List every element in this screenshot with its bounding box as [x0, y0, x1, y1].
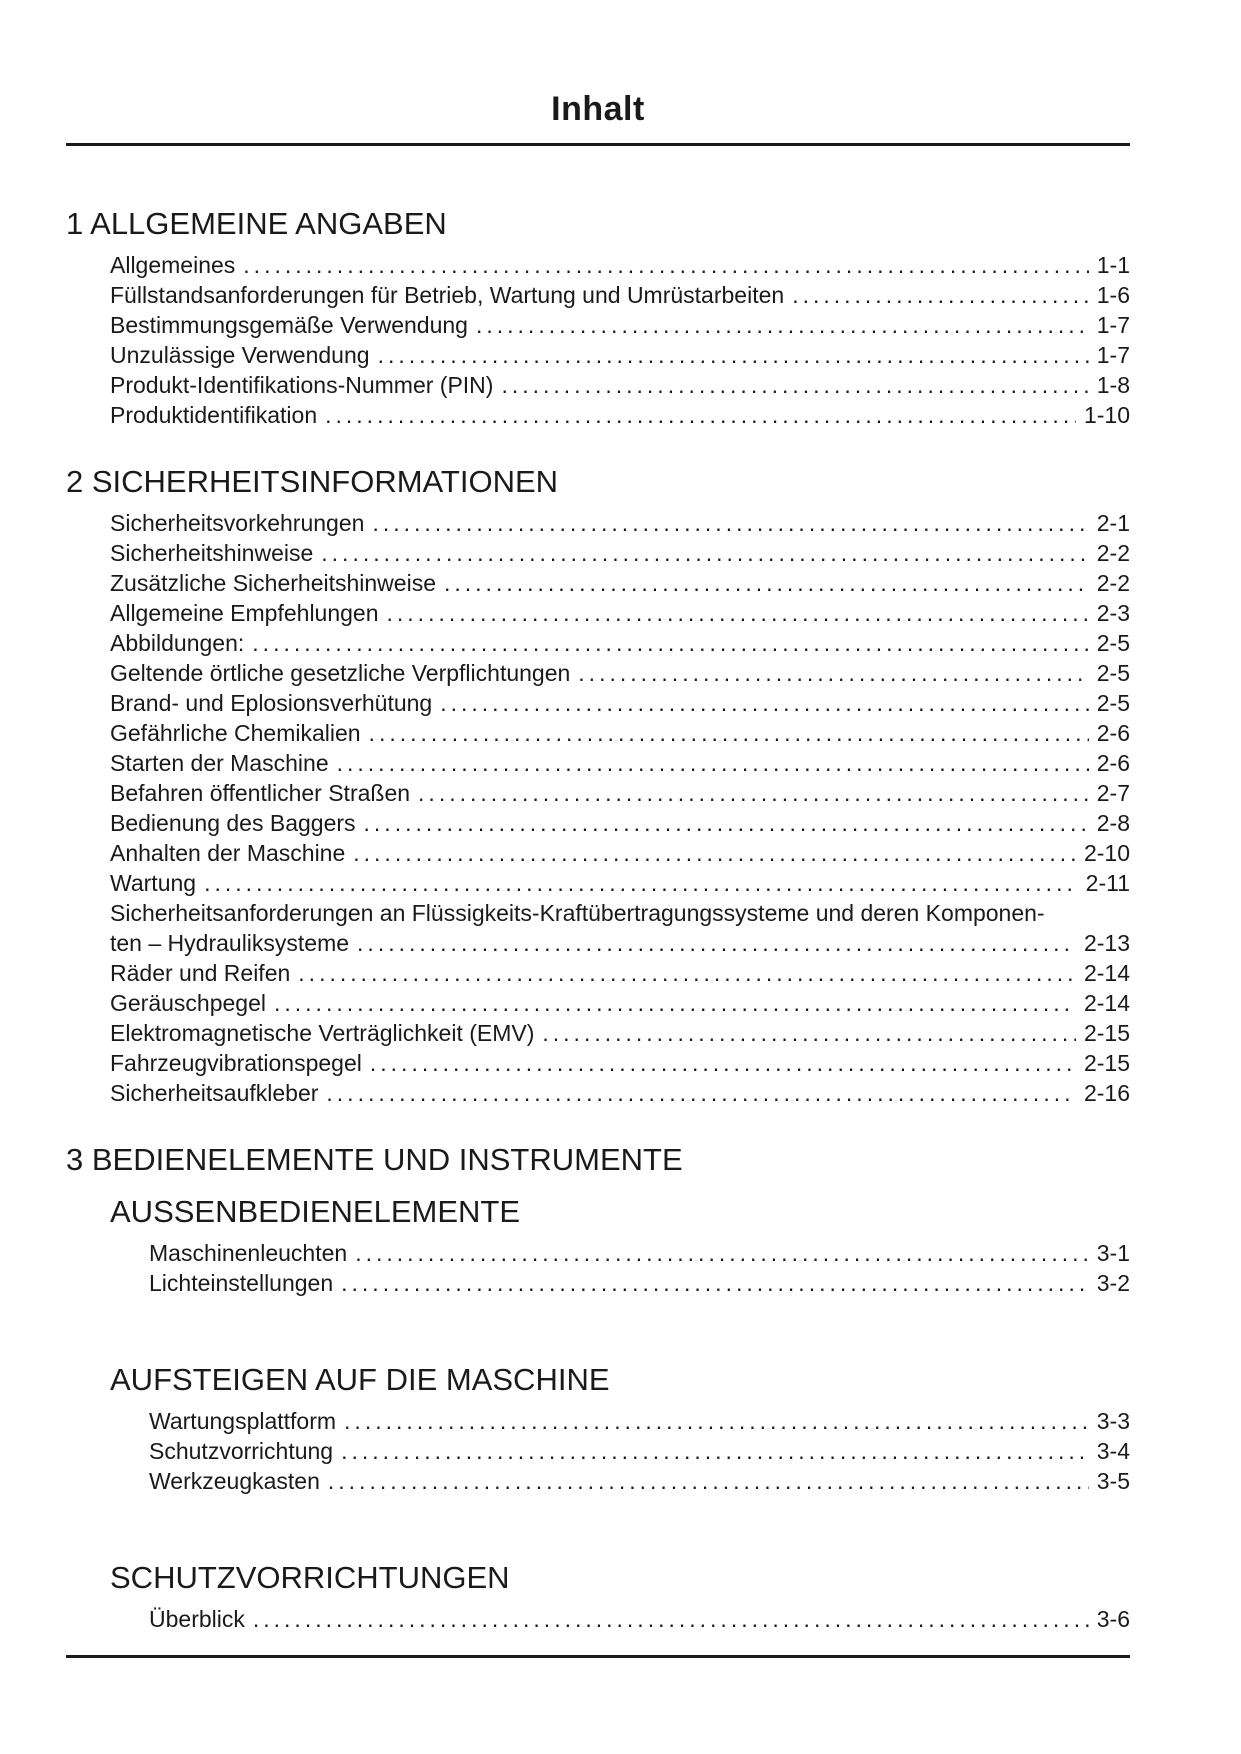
dot-leader	[298, 958, 1076, 988]
entry-list	[66, 1604, 1130, 1634]
toc-entry-row	[110, 658, 1130, 688]
toc-entry-label: Befahren öffentlicher Straßen	[110, 780, 411, 806]
entry-list	[66, 250, 1130, 430]
subsection-heading: SCHUTZVORRICHTUNGEN	[110, 1560, 510, 1595]
toc-entry-label: Elektromagnetische Verträglichkeit (EMV)	[110, 1020, 535, 1046]
toc-section	[66, 206, 1130, 430]
toc-entry	[66, 1078, 1130, 1108]
toc-entry-label: Schutzvorrichtung	[149, 1438, 334, 1464]
toc-entry-page: 1-10	[1083, 402, 1130, 428]
subsection-heading: AUSSENBEDIENELEMENTE	[110, 1194, 520, 1229]
toc-entry-label: Starten der Maschine	[110, 750, 329, 776]
toc-entry-label: Bestimmungsgemäße Verwendung	[110, 312, 468, 338]
toc-entry-page: 2-11	[1085, 870, 1130, 896]
toc-entry-page: 1-7	[1096, 342, 1130, 368]
toc-entry-label: Anhalten der Maschine	[110, 840, 346, 866]
dot-leader	[274, 988, 1076, 1018]
toc-group	[66, 1362, 1130, 1496]
dot-leader	[344, 1406, 1089, 1436]
toc-entry-label: Fahrzeugvibrationspegel	[110, 1050, 362, 1076]
toc-entry-row	[110, 928, 1130, 958]
dot-leader	[792, 280, 1089, 310]
toc-entry-page: 2-2	[1096, 540, 1130, 566]
dot-leader	[341, 1436, 1089, 1466]
toc-entry	[66, 778, 1130, 808]
toc-entry	[66, 310, 1130, 340]
toc-group	[66, 250, 1130, 430]
dot-leader	[243, 250, 1088, 280]
toc-entry-label: Unzulässige Verwendung	[110, 342, 370, 368]
dot-leader	[364, 808, 1089, 838]
toc-entry-page: 1-6	[1096, 282, 1130, 308]
dot-leader	[578, 658, 1088, 688]
dot-leader	[353, 838, 1076, 868]
toc-entry-page: 3-1	[1096, 1240, 1130, 1266]
toc-entry	[66, 658, 1130, 688]
toc-entry-row	[149, 1406, 1130, 1436]
dot-leader	[387, 598, 1089, 628]
toc	[66, 206, 1130, 1634]
dot-leader	[370, 1048, 1076, 1078]
toc-entry-row	[149, 1436, 1130, 1466]
footer-rule	[66, 1655, 1130, 1658]
toc-entry-label: Werkzeugkasten	[149, 1468, 320, 1494]
toc-entry-row	[110, 1078, 1130, 1108]
toc-entry	[66, 568, 1130, 598]
toc-entry-label: Produktidentifikation	[110, 402, 318, 428]
toc-entry-page: 3-5	[1096, 1468, 1130, 1494]
subsection-heading: AUFSTEIGEN AUF DIE MASCHINE	[110, 1362, 610, 1397]
toc-entry	[66, 898, 1130, 958]
dot-leader	[542, 1018, 1076, 1048]
section-groups	[66, 508, 1130, 1108]
toc-entry-label: Wartung	[110, 870, 197, 896]
dot-leader	[252, 628, 1088, 658]
toc-entry-page: 2-8	[1096, 810, 1130, 836]
toc-entry-label: Bedienung des Baggers	[110, 810, 356, 836]
toc-entry	[66, 1268, 1130, 1298]
toc-entry	[66, 508, 1130, 538]
toc-entry-label: Allgemeine Empfehlungen	[110, 600, 379, 626]
entry-list	[66, 1238, 1130, 1298]
toc-entry-label: Abbildungen:	[110, 630, 245, 656]
toc-entry-page: 2-3	[1096, 600, 1130, 626]
toc-group	[66, 1560, 1130, 1634]
dot-leader	[501, 370, 1088, 400]
dot-leader	[418, 778, 1089, 808]
toc-group	[66, 508, 1130, 1108]
section-groups	[66, 250, 1130, 430]
toc-entry-row	[110, 508, 1130, 538]
toc-entry-page: 1-8	[1096, 372, 1130, 398]
dot-leader	[440, 688, 1089, 718]
toc-entry	[66, 280, 1130, 310]
toc-entry-page: 2-14	[1083, 960, 1130, 986]
toc-entry	[66, 340, 1130, 370]
toc-entry	[66, 838, 1130, 868]
toc-entry	[66, 250, 1130, 280]
dot-leader	[325, 400, 1076, 430]
toc-entry-label: Überblick	[149, 1606, 245, 1632]
toc-entry-label: Maschinenleuchten	[149, 1240, 348, 1266]
entry-list	[66, 1406, 1130, 1496]
toc-entry-page: 2-13	[1083, 930, 1130, 956]
toc-entry-row	[110, 688, 1130, 718]
toc-entry-row	[110, 250, 1130, 280]
dot-leader	[337, 748, 1089, 778]
toc-entry-row	[149, 1238, 1130, 1268]
toc-entry-page: 2-5	[1096, 630, 1130, 656]
toc-entry-page: 2-6	[1096, 750, 1130, 776]
toc-entry	[66, 1048, 1130, 1078]
toc-entry-row	[110, 400, 1130, 430]
toc-entry-label: Räder und Reifen	[110, 960, 291, 986]
section-groups	[66, 1194, 1130, 1634]
entry-list	[66, 508, 1130, 1108]
toc-entry-label: Lichteinstellungen	[149, 1270, 334, 1296]
toc-entry-row	[110, 1048, 1130, 1078]
toc-entry-page: 2-15	[1083, 1020, 1130, 1046]
toc-entry-label: Allgemeines	[110, 252, 236, 278]
section-heading: 1 ALLGEMEINE ANGABEN	[66, 206, 447, 241]
toc-entry-page: 2-16	[1083, 1080, 1130, 1106]
toc-entry	[66, 988, 1130, 1018]
toc-entry-row	[110, 370, 1130, 400]
toc-entry	[66, 1436, 1130, 1466]
dot-leader	[341, 1268, 1089, 1298]
toc-entry	[66, 688, 1130, 718]
toc-section	[66, 464, 1130, 1108]
toc-entry-row	[110, 1018, 1130, 1048]
toc-entry-row	[149, 1466, 1130, 1496]
toc-entry	[66, 718, 1130, 748]
toc-entry-label: Zusätzliche Sicherheitshinweise	[110, 570, 436, 596]
dot-leader	[476, 310, 1089, 340]
toc-entry-row	[110, 568, 1130, 598]
toc-entry	[66, 400, 1130, 430]
toc-entry	[66, 1018, 1130, 1048]
toc-entry-label: Sicherheitsvorkehrungen	[110, 510, 365, 536]
toc-entry-page: 3-2	[1096, 1270, 1130, 1296]
toc-entry-row	[110, 958, 1130, 988]
toc-entry	[66, 1406, 1130, 1436]
dot-leader	[372, 508, 1088, 538]
toc-entry-row	[149, 1604, 1130, 1634]
toc-entry-row	[110, 748, 1130, 778]
dot-leader	[378, 340, 1089, 370]
toc-entry	[66, 598, 1130, 628]
toc-entry-row	[110, 340, 1130, 370]
toc-entry-row	[149, 1268, 1130, 1298]
toc-entry-label: ten – Hydrauliksysteme	[110, 930, 350, 956]
page-title: Inhalt	[551, 90, 645, 128]
toc-entry-label: Füllstandsanforderungen für Betrieb, Wartung und Umrüstarbeiten	[110, 282, 785, 308]
toc-entry-row	[110, 988, 1130, 1018]
toc-entry	[66, 1604, 1130, 1634]
toc-entry-row	[110, 838, 1130, 868]
toc-entry	[66, 1466, 1130, 1496]
dot-leader	[326, 1078, 1076, 1108]
toc-group	[66, 1194, 1130, 1298]
toc-entry-label-line1: Sicherheitsanforderungen an Flüssigkeits-Kraftübertragungssysteme und deren Komponen-	[110, 900, 1045, 926]
toc-entry	[66, 370, 1130, 400]
dot-leader	[444, 568, 1089, 598]
toc-entry-page: 3-4	[1096, 1438, 1130, 1464]
toc-entry-row	[110, 778, 1130, 808]
toc-entry-row	[110, 868, 1130, 898]
toc-section	[66, 1142, 1130, 1634]
toc-entry-row	[110, 628, 1130, 658]
toc-entry-page: 2-10	[1083, 840, 1130, 866]
toc-entry-row	[110, 808, 1130, 838]
toc-entry	[66, 628, 1130, 658]
dot-leader	[321, 538, 1088, 568]
toc-entry-label: Sicherheitshinweise	[110, 540, 314, 566]
toc-entry-page: 2-6	[1096, 720, 1130, 746]
dot-leader	[357, 928, 1076, 958]
toc-entry-label: Sicherheitsaufkleber	[110, 1080, 319, 1106]
toc-entry	[66, 958, 1130, 988]
toc-entry-page: 2-15	[1083, 1050, 1130, 1076]
toc-entry-row	[110, 538, 1130, 568]
toc-entry	[66, 808, 1130, 838]
dot-leader	[355, 1238, 1089, 1268]
toc-entry	[66, 868, 1130, 898]
toc-entry-row	[110, 280, 1130, 310]
dot-leader	[328, 1466, 1089, 1496]
toc-entry-label: Wartungsplattform	[149, 1408, 337, 1434]
toc-entry-row	[110, 598, 1130, 628]
toc-entry-page: 2-14	[1083, 990, 1130, 1016]
toc-entry-page: 3-3	[1096, 1408, 1130, 1434]
title-rule	[66, 143, 1130, 146]
toc-entry-page: 2-2	[1096, 570, 1130, 596]
toc-entry-page: 2-5	[1096, 660, 1130, 686]
toc-entry-page: 2-7	[1096, 780, 1130, 806]
toc-entry	[66, 538, 1130, 568]
toc-entry-page: 2-1	[1096, 510, 1130, 536]
section-heading: 2 SICHERHEITSINFORMATIONEN	[66, 464, 559, 499]
toc-entry-label: Produkt-Identifikations-Nummer (PIN)	[110, 372, 494, 398]
toc-entry-label: Geräuschpegel	[110, 990, 266, 1016]
dot-leader	[253, 1604, 1089, 1634]
toc-entry	[66, 748, 1130, 778]
toc-entry-label: Brand- und Eplosionsverhütung	[110, 690, 433, 716]
dot-leader	[204, 868, 1078, 898]
section-heading: 3 BEDIENELEMENTE UND INSTRUMENTE	[66, 1142, 683, 1177]
toc-entry-page: 3-6	[1096, 1606, 1130, 1632]
dot-leader	[369, 718, 1089, 748]
toc-entry-page: 1-1	[1096, 252, 1130, 278]
toc-entry-label: Geltende örtliche gesetzliche Verpflichtungen	[110, 660, 571, 686]
toc-entry-page: 2-5	[1096, 690, 1130, 716]
toc-entry	[66, 1238, 1130, 1268]
toc-entry-page: 1-7	[1096, 312, 1130, 338]
toc-content	[66, 0, 1130, 1634]
toc-entry-row	[110, 310, 1130, 340]
toc-entry-label: Gefährliche Chemikalien	[110, 720, 361, 746]
toc-entry-row	[110, 718, 1130, 748]
